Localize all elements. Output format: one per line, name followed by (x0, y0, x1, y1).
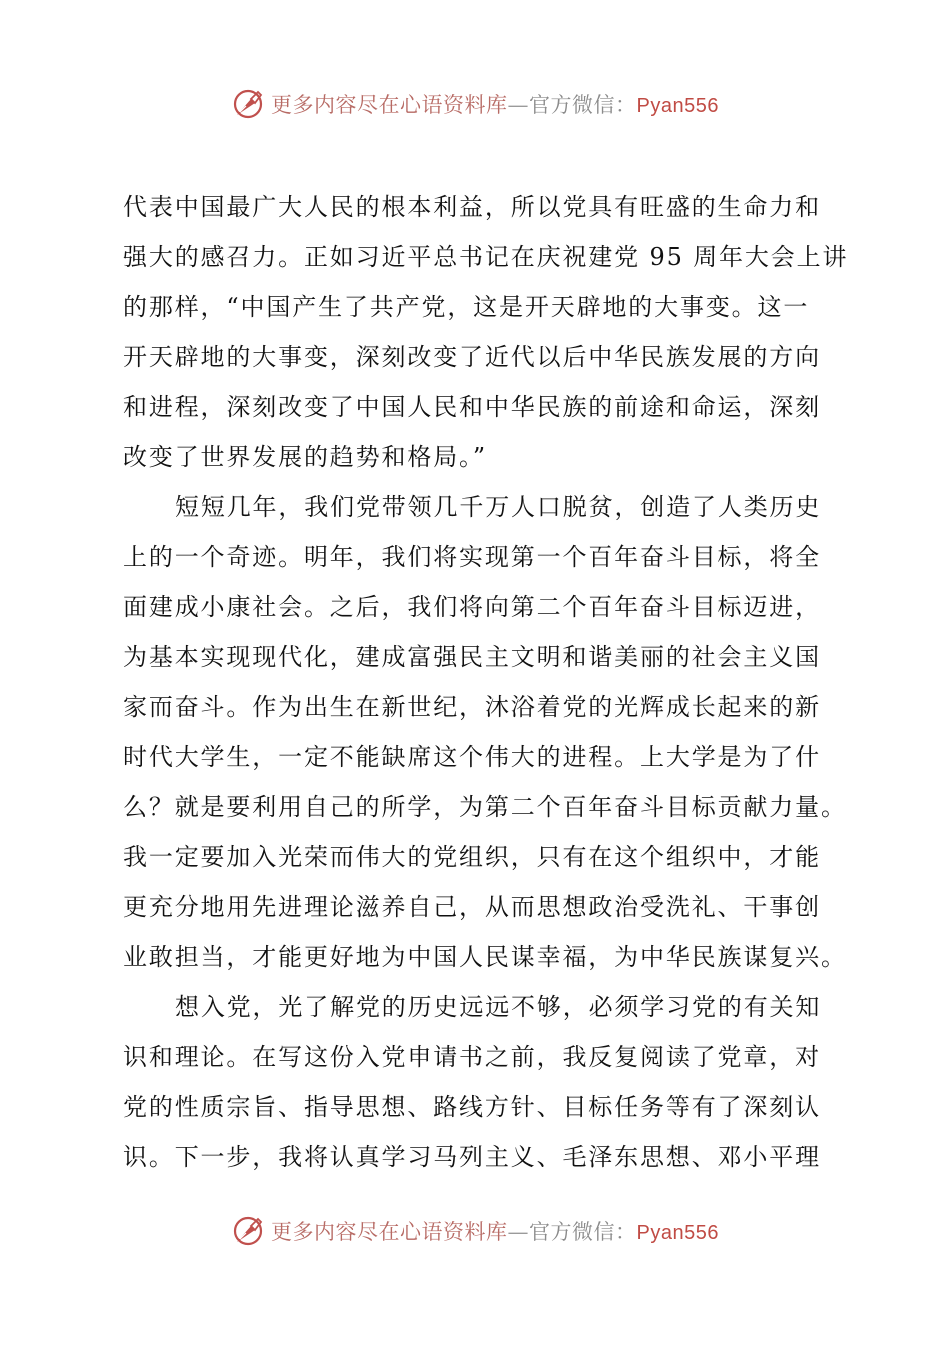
watermark-dash: — (507, 93, 530, 117)
text-line: 业敢担当，才能更好地为中国人民谋幸福，为中华民族谋复兴。 (123, 943, 847, 971)
text-line: 更充分地用先进理论滋养自己，从而思想政治受洗礼、干事创 (123, 893, 821, 921)
watermark-wechat-label: 官方微信： (529, 93, 637, 117)
pen-nib-logo-icon (231, 87, 265, 121)
text-line: 面建成小康社会。之后，我们将向第二个百年奋斗目标迈进， (123, 593, 821, 621)
watermark-text (271, 1216, 719, 1246)
footer-watermark (0, 1211, 950, 1251)
text-line: 和进程，深刻改变了中国人民和中华民族的前途和命运，深刻 (123, 393, 821, 421)
text-line: 上的一个奇迹。明年，我们将实现第一个百年奋斗目标，将全 (123, 543, 821, 571)
document-body (123, 182, 849, 1182)
text-line: 么？就是要利用自己的所学，为第二个百年奋斗目标贡献力量。 (123, 793, 847, 821)
watermark-site: 更多内容尽在心语资料库 (271, 1220, 508, 1244)
watermark-site: 更多内容尽在心语资料库 (271, 93, 508, 117)
pen-nib-logo-icon (231, 1214, 265, 1248)
watermark-wechat-id: Pyan556 (636, 95, 719, 117)
text-line: 改变了世界发展的趋势和格局。” (123, 443, 488, 471)
text-line: 的那样，“中国产生了共产党，这是开天辟地的大事变。这一 (123, 293, 810, 321)
text-line: 党的性质宗旨、指导思想、路线方针、目标任务等有了深刻认 (123, 1093, 821, 1121)
text-line: 识和理论。在写这份入党申请书之前，我反复阅读了党章，对 (123, 1043, 821, 1071)
watermark-text (271, 89, 719, 119)
text-line: 为基本实现现代化，建成富强民主文明和谐美丽的社会主义国 (123, 643, 821, 671)
text-line: 时代大学生，一定不能缺席这个伟大的进程。上大学是为了什 (123, 743, 821, 771)
text-line: 强大的感召力。正如习近平总书记在庆祝建党 95 周年大会上讲 (123, 243, 849, 271)
header-watermark (0, 84, 950, 124)
text-line: 识。下一步，我将认真学习马列主义、毛泽东思想、邓小平理 (123, 1143, 821, 1171)
text-line: 代表中国最广大人民的根本利益，所以党具有旺盛的生命力和 (123, 193, 821, 221)
watermark-wechat-label: 官方微信： (529, 1220, 637, 1244)
text-line: 短短几年，我们党带领几千万人口脱贫，创造了人类历史 (175, 493, 822, 521)
text-line: 想入党，光了解党的历史远远不够，必须学习党的有关知 (175, 993, 822, 1021)
text-line: 我一定要加入光荣而伟大的党组织，只有在这个组织中，才能 (123, 843, 821, 871)
watermark-dash: — (507, 1220, 530, 1244)
text-line: 家而奋斗。作为出生在新世纪，沐浴着党的光辉成长起来的新 (123, 693, 821, 721)
watermark-wechat-id: Pyan556 (636, 1222, 719, 1244)
text-line: 开天辟地的大事变，深刻改变了近代以后中华民族发展的方向 (123, 343, 821, 371)
